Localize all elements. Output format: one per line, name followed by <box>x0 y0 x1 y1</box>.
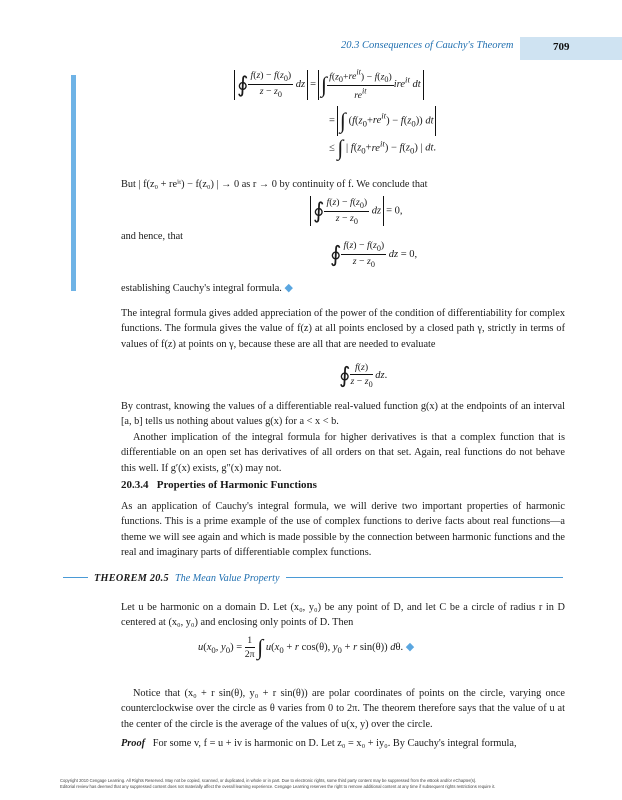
equation-3: ≤ ∫ | $f(z_0+re^{it}) - f(z_0)$ | dt. <box>329 135 437 161</box>
running-header-title: 20.3 Consequences of Cauchy's Theorem <box>341 40 514 51</box>
equation-2: = ∫ $(f(z_0+re^{it}) - f(z_0))$ dt <box>329 106 438 136</box>
proof-margin-bar <box>71 75 76 291</box>
mean-value-equation: $u(x_0$, $y_0$) = $\frac{1}{2\pi}$ ∫ $u(x_0 + r$ cos(θ), $y_0 + r$ sin(θ)) dθ. ◆ <box>198 634 415 660</box>
page-number: 709 <box>553 41 570 53</box>
end-of-theorem-icon: ◆ <box>405 640 415 653</box>
paragraph-another-implication: Another implication of the integral formula for higher derivatives is that a complex function that is differentiable on an open set has derivatives of all orders on that set. Again, real functions do not behave this well. If g′(x) exists, g″(x) may not. <box>121 432 565 474</box>
paragraph-harmonic: As an application of Cauchy's integral formula, we will derive two important properties of harmonic functions. This is a prime example of the use of complex functions to derive facts about real functions—a theme we will see again and which is made possible by the connection between harmonic functions and the real and imaginary parts of differentiable complex functions. <box>121 501 565 559</box>
proof-label: Proof <box>121 738 146 749</box>
paragraph-integral-formula: The integral formula gives added appreciation of the power of the condition of differentiability for complex functions. The formula gives the value of f(z) at all points enclosed by a closed path γ, strictly in terms of values of f(z) at points on γ, because these are all that are needed to evaluate <box>121 308 565 350</box>
end-of-proof-icon: ◆ <box>284 282 293 294</box>
paragraph-notice: Notice that (x₀ + r sin(θ), y₀ + r sin(θ)) are polar coordinates of points on the circle, varying once counterclockwise over the circle as θ varies from 0 to 2π. The theorem therefore says that the value of u at the center of the circle is the average of the values of u(x, y) over the circle. <box>121 688 565 730</box>
establishing-line: establishing Cauchy's integral formula. ◆ <box>121 282 293 294</box>
equation-6: ∮ $\frac{f(z)}{z - z_0}$ dz. <box>339 362 388 389</box>
equation-4: ∮ $\frac{f(z) - f(z_0)}{z - z_0}$ dz = 0, <box>308 196 403 226</box>
theorem-heading: THEOREM 20.5 The Mean Value Property <box>88 573 286 584</box>
proof-paragraph: Proof For some v, f = u + iv is harmonic on D. Let z₀ = x₀ + iy₀. By Cauchy's integral formula, <box>121 738 517 749</box>
header-band <box>520 37 622 60</box>
footer-copyright-line-1: Copyright 2010 Cengage Learning. All Rights Reserved. May not be copied, scanned, or duplicated, in whole or in part. Due to electronic rights, some third party content may be suppressed from the eBook and/or eChapter(s). <box>60 778 477 783</box>
equation-5: ∮ $\frac{f(z) - f(z_0)}{z - z_0}$ dz = 0, <box>330 240 418 269</box>
footer-copyright-line-2: Editorial review has deemed that any suppressed content does not materially affect the overall learning experience. Cengage Learning reserves the right to remove additional content at any time if subsequent rights restrictions require it. <box>60 784 496 789</box>
theorem-statement: Let u be harmonic on a domain D. Let (x₀, y₀) be any point of D, and let C be a circle of radius r in D centered at (x₀, y₀) and enclosing only points of D. Then <box>121 602 565 629</box>
and-hence-line: and hence, that <box>121 231 184 242</box>
section-heading: 20.3.4 Properties of Harmonic Functions <box>121 479 317 491</box>
but-line: But | f(z₀ + reⁱᵗ) − f(z₀) | → 0 as r → 0 by continuity of f. We conclude that <box>121 179 428 190</box>
paragraph-by-contrast: By contrast, knowing the values of a differentiable real-valued function g(x) at the endpoints of an interval [a, b] tells us nothing about values g(x) for a < x < b. <box>121 401 565 428</box>
equation-1: ∮ $\frac{f(z) - f(z_0)}{z - z_0}$ dz = ∫ $\frac{f(z_0+re^{it}) - f(z_0)}{re^{it}}$ ire$^{it}$ dt <box>232 68 426 101</box>
